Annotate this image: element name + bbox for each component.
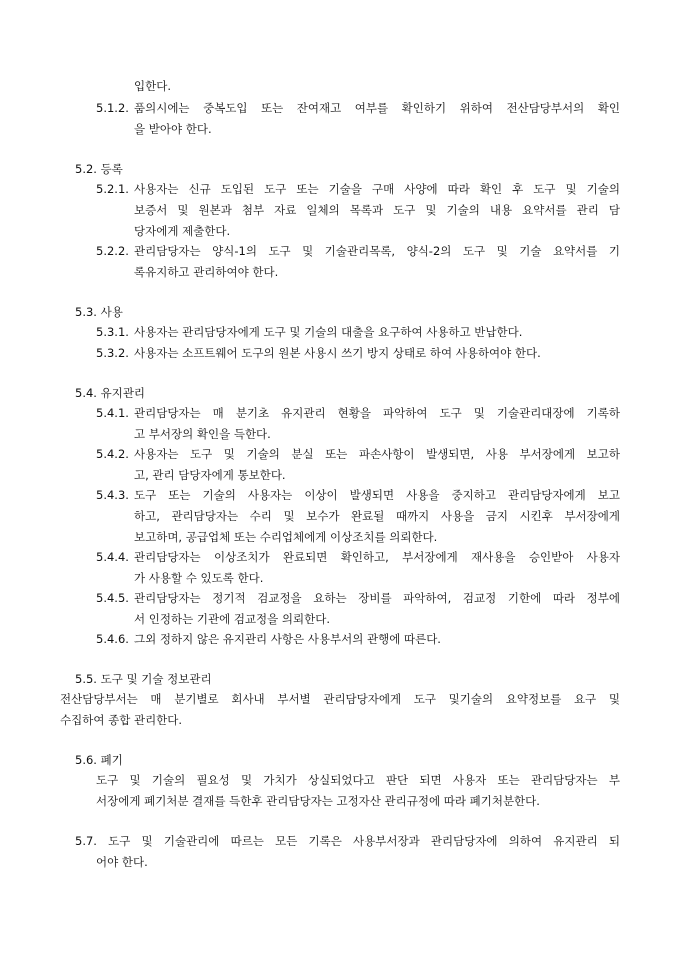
clause-5-3-1-line-1: 사용자는 관리담당자에게 도구 및 기술의 대출을 요구하여 사용하고 반납한다. xyxy=(134,325,523,339)
clause-number-5-2-1: 5.2.1. xyxy=(96,182,129,196)
clause-number-5-3-2: 5.3.2. xyxy=(96,346,129,360)
section-5-7-line-2: 어야 한다. xyxy=(96,855,148,869)
clause-5-2-1-line-1: 사용자는 신규 도입된 도구 또는 기술을 구매 사양에 따라 확인 후 도구 및 기술의 xyxy=(134,182,620,196)
clause-number-5-3-1: 5.3.1. xyxy=(96,325,129,339)
clause-5-2-1-line-3: 당자에게 제출한다. xyxy=(134,224,231,238)
section-heading-5-6: 5.6. 폐기 xyxy=(75,753,123,767)
clause-5-4-3-line-1: 도구 또는 기술의 사용자는 이상이 발생되면 사용을 중지하고 관리담당자에게 보고 xyxy=(134,488,620,502)
continuation-text: 입한다. xyxy=(134,79,171,93)
clause-5-4-3-line-3: 보고하며, 공급업체 또는 수리업체에게 이상조치를 의뢰한다. xyxy=(134,530,438,544)
clause-5-2-2-line-2: 록유지하고 관리하여야 한다. xyxy=(134,265,279,279)
section-heading-5-4: 5.4. 유지관리 xyxy=(75,386,146,400)
section-heading-5-3: 5.3. 사용 xyxy=(75,305,123,319)
clause-number-5-2-2: 5.2.2. xyxy=(96,244,129,258)
section-5-5-line-2: 수집하여 종합 관리한다. xyxy=(60,713,183,727)
clause-5-4-5-line-2: 서 인정하는 기관에 검교정을 의뢰한다. xyxy=(134,612,331,626)
clause-number-5-4-5: 5.4.5. xyxy=(96,591,129,605)
section-5-7-line-1: 5.7. 도구 및 기술관리에 따르는 모든 기록은 사용부서장과 관리담당자에 의하여 유지관리 되 xyxy=(75,834,620,848)
section-heading-5-5: 5.5. 도구 및 기술 정보관리 xyxy=(75,672,212,686)
clause-number-5-4-3: 5.4.3. xyxy=(96,488,129,502)
clause-5-2-1-line-2: 보증서 및 원본과 첨부 자료 일체의 목록과 도구 및 기술의 내용 요약서를 관리 담 xyxy=(134,203,620,217)
section-heading-5-2: 5.2. 등록 xyxy=(75,162,123,176)
clause-number-5-4-6: 5.4.6. xyxy=(96,632,129,646)
clause-5-4-2-line-2: 고, 관리 담당자에게 통보한다. xyxy=(134,468,286,482)
clause-5-3-2-line-1: 사용자는 소프트웨어 도구의 원본 사용시 쓰기 방지 상태로 하여 사용하여야 한다. xyxy=(134,346,541,360)
clause-number-5-1-2: 5.1.2. xyxy=(96,101,129,115)
clause-5-4-6-line-1: 그외 정하지 않은 유지관리 사항은 사용부서의 관행에 따른다. xyxy=(134,632,441,646)
clause-5-4-4-line-1: 관리담당자는 이상조치가 완료되면 확인하고, 부서장에게 재사용을 승인받아 사용자 xyxy=(134,550,620,564)
clause-5-4-3-line-2: 하고, 관리담당자는 수리 및 보수가 완료될 때까지 사용을 금지 시킨후 부서장에게 xyxy=(134,509,620,523)
clause-5-4-1-line-2: 고 부서장의 확인을 득한다. xyxy=(134,427,271,441)
clause-5-4-2-line-1: 사용자는 도구 및 기술의 분실 또는 파손사항이 발생되면, 사용 부서장에게 보고하 xyxy=(134,447,620,461)
clause-number-5-4-1: 5.4.1. xyxy=(96,406,129,420)
clause-number-5-4-4: 5.4.4. xyxy=(96,550,129,564)
clause-5-4-5-line-1: 관리담당자는 정기적 검교정을 요하는 장비를 파악하여, 검교정 기한에 따라 정부에 xyxy=(134,591,620,605)
clause-5-4-1-line-1: 관리담당자는 매 분기초 유지관리 현황을 파악하여 도구 및 기술관리대장에 기록하 xyxy=(134,406,620,420)
clause-number-5-4-2: 5.4.2. xyxy=(96,447,129,461)
clause-5-1-2-line-1: 품의시에는 중복도입 또는 잔여재고 여부를 확인하기 위하여 전산담당부서의 확인 xyxy=(134,101,620,115)
section-5-6-line-2: 서장에게 폐기처분 결재를 득한후 관리담당자는 고정자산 관리규정에 따라 폐기처분한다. xyxy=(96,794,540,808)
clause-5-1-2-line-2: 을 받아야 한다. xyxy=(134,122,212,136)
section-5-5-line-1: 전산담당부서는 매 분기별로 회사내 부서별 관리담당자에게 도구 및기술의 요약정보를 요구 및 xyxy=(60,692,620,706)
section-5-6-line-1: 도구 및 기술의 필요성 및 가치가 상실되었다고 판단 되면 사용자 또는 관리담당자는 부 xyxy=(96,773,620,787)
clause-5-2-2-line-1: 관리담당자는 양식-1의 도구 및 기술관리목록, 양식-2의 도구 및 기술 요약서를 기 xyxy=(134,244,620,258)
clause-5-4-4-line-2: 가 사용할 수 있도록 한다. xyxy=(134,571,264,585)
